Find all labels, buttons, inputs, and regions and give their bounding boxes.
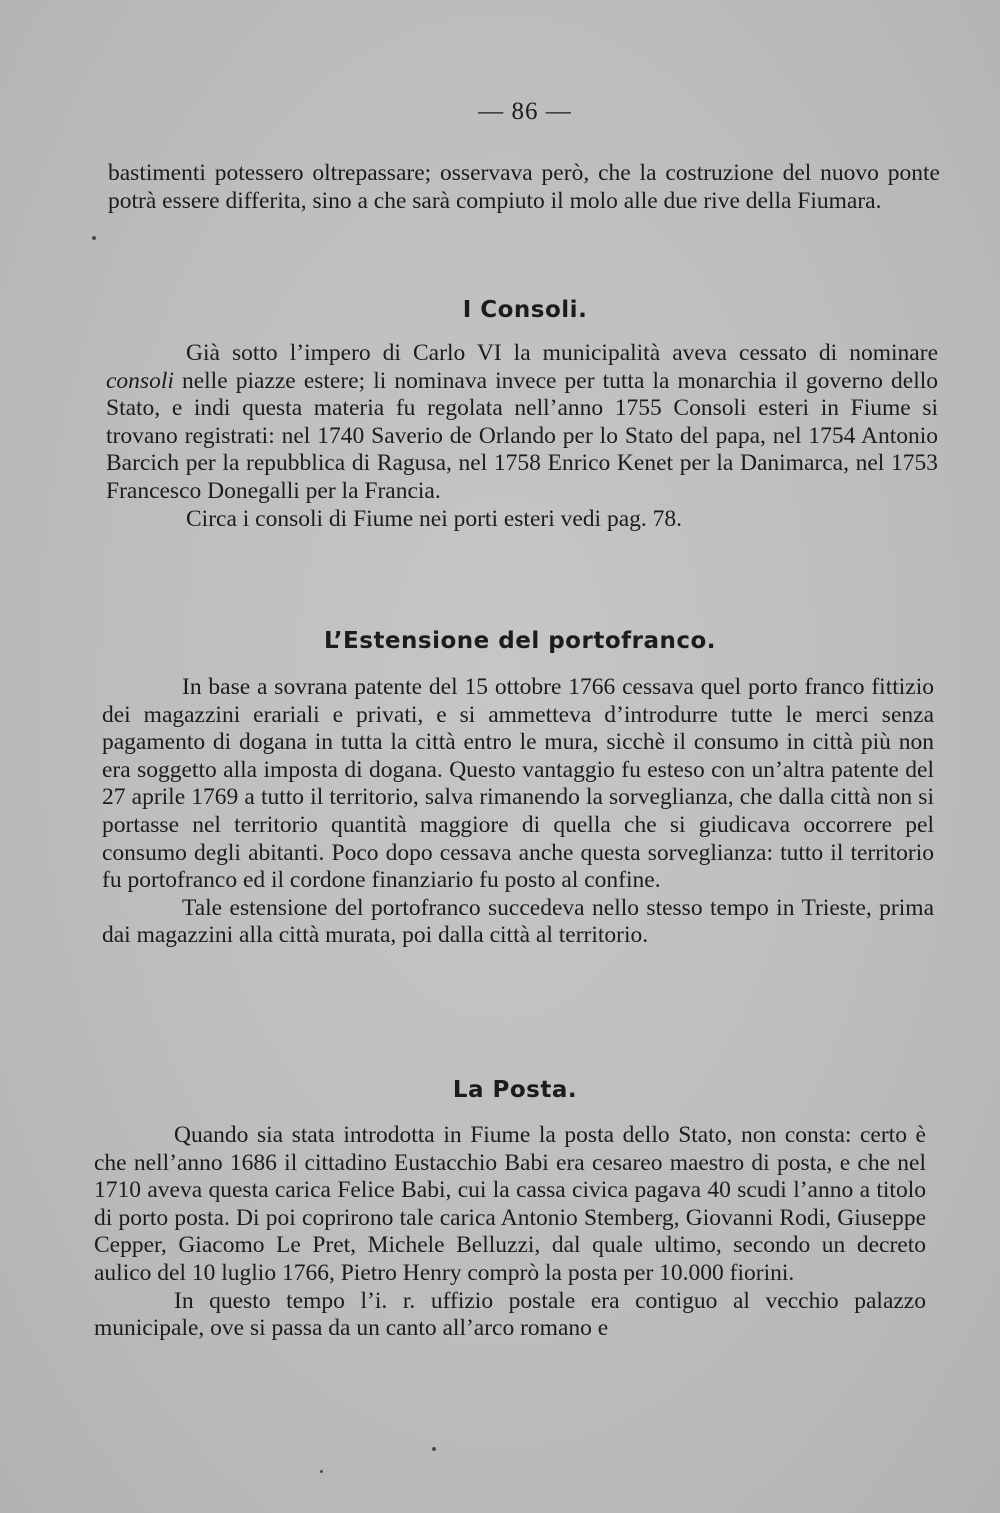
posta-paragraph-1: Quando sia stata introdotta in Fiume la posta dello Stato, non consta: certo è che nell’anno 1686 il cittadino Eustacchio Babi era cesareo maestro di posta, e che nel 1710 aveva questa carica Felice Babi, cui la cassa civica pagava 40 scudi l’anno a titolo di porto posta. Di poi coprirono tale carica Antonio Stemberg, Giovanni Rodi, Giuseppe Cepper, Giacomo Le Pret, Michele Belluzzi, dal quale ultimo, secondo un decreto aulico del 10 luglio 1766, Pietro Henry comprò la posta per 10.000 fiorini. <box>94 1122 926 1286</box>
heading-consoli: I Consoli. <box>462 297 588 323</box>
heading-portofranco: L’Estensione del portofranco. <box>323 628 717 654</box>
portofranco-text <box>102 674 934 950</box>
portofranco-paragraph-2: Tale estensione del portofranco succedeva nello stesso tempo in Trieste, prima dai magazzini alla città murata, poi dalla città al territorio. <box>102 894 934 949</box>
consoli-paragraph-2: Circa i consoli di Fiume nei porti esteri vedi pag. 78. <box>186 505 683 532</box>
consoli-text <box>106 340 938 533</box>
consoli-paragraph-1 <box>106 340 938 506</box>
consoli-italic-word: consoli <box>106 367 174 394</box>
page-number: — 86 — <box>478 98 572 125</box>
posta-text <box>94 1122 926 1343</box>
print-speck <box>432 1447 436 1451</box>
consoli-p1-start: Già sotto l’impero di Carlo VI la municipalità aveva cessato di nominare <box>186 340 938 366</box>
print-speck <box>320 1470 323 1473</box>
continuation-paragraph: bastimenti potessero oltrepassare; osservava però, che la costruzione del nuovo ponte potrà essere differita, sino a che sarà compiuto il molo alle due rive della Fiumara. <box>108 160 940 214</box>
print-speck <box>92 236 96 240</box>
heading-posta: La Posta. <box>452 1077 578 1103</box>
portofranco-paragraph-1: In base a sovrana patente del 15 ottobre 1766 cessava quel porto franco fittizio dei magazzini erariali e privati, e si ammetteva d’introdurre tutte le merci senza pagamento di dogana in tutta la città entro le mura, sicchè il consumo in città più non era soggetto alla imposta di dogana. Questo vantaggio fu esteso con un’altra patente del 27 aprile 1769 a tutto il territorio, salva rimanendo la sorveglianza, che dalla città non si portasse nel territorio quantità maggiore di quella che si giudicava occorrere pel consumo degli abitanti. Poco dopo cessava anche questa sorveglianza: tutto il territorio fu portofranco ed il cordone finanziario fu posto al confine. <box>102 674 934 894</box>
consoli-p1-end: nelle piazze estere; li nominava invece per tutta la monarchia il governo dello Stato, e indi questa materia fu regolata nell’anno 1755 Consoli esteri in Fiume si trovano registrati: nel 1740 Saverio de Orlando per lo Stato del papa, nel 1754 Antonio Barcich per la repubblica di Ragusa, nel 1758 Enrico Kenet per la Danimarca, nel 1753 Francesco Donegalli per la Francia. <box>106 367 938 504</box>
posta-paragraph-2: In questo tempo l’i. r. uffizio postale era contiguo al vecchio palazzo municipale, ove si passa da un canto all’arco romano e <box>94 1287 926 1342</box>
continuation-block <box>108 160 940 215</box>
